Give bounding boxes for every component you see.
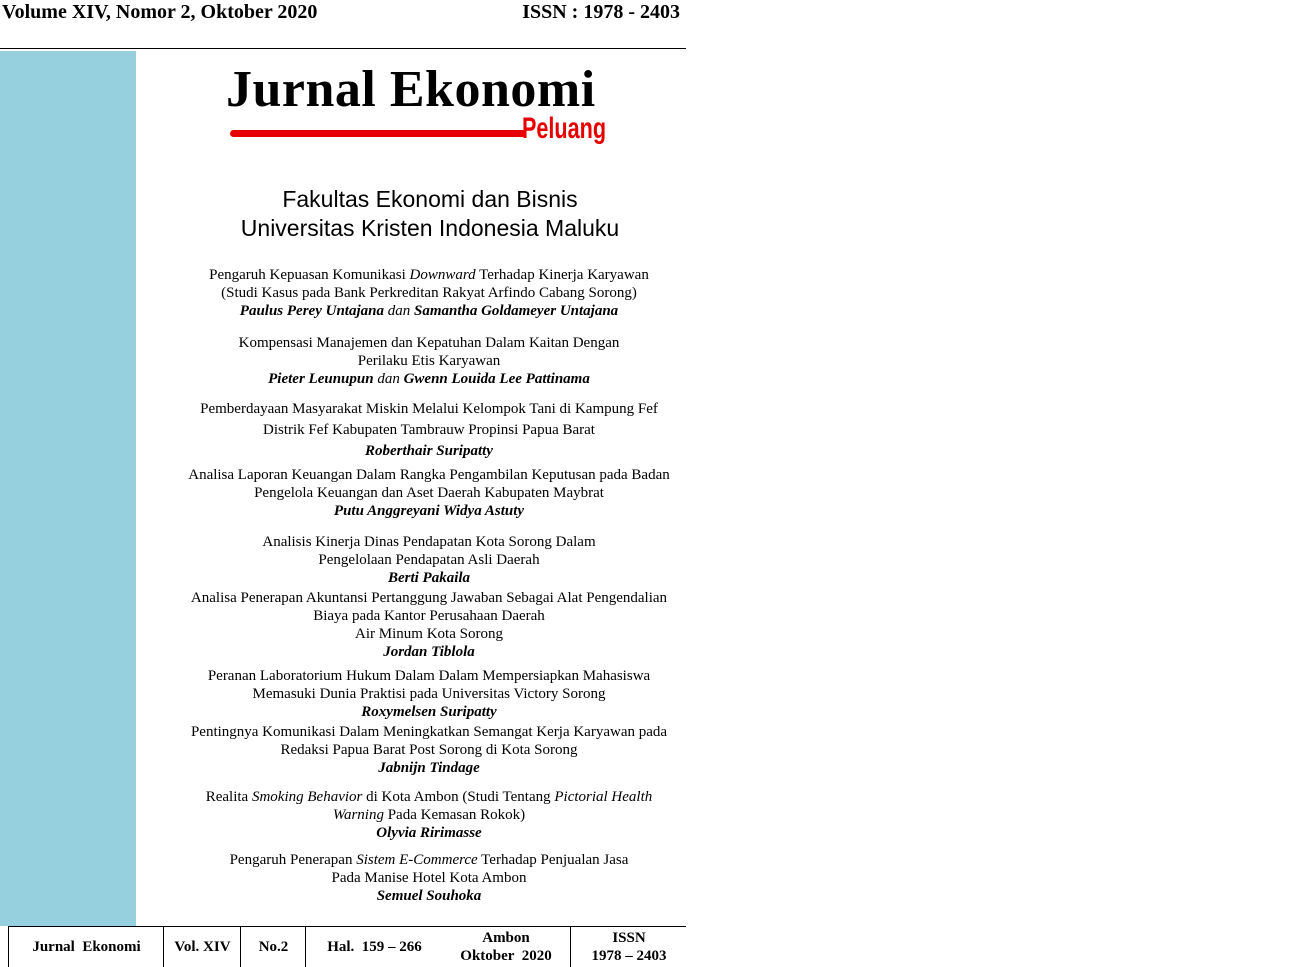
journal-subtitle: Peluang (522, 112, 607, 145)
article-title-line: Realita Smoking Behavior di Kota Ambon (Studi Tentang Pictorial Health (205, 789, 653, 805)
article-entry (140, 334, 718, 388)
article-title-line: Pada Manise Hotel Kota Ambon (331, 870, 527, 886)
article-title-line: Pentingnya Komunikasi Dalam Meningkatkan Semangat Kerja Karyawan pada (190, 724, 668, 740)
footer-issn: ISSN 1978 – 2403 (570, 927, 687, 967)
article-entry (140, 533, 718, 587)
faculty-name: Fakultas Ekonomi dan Bisnis (282, 186, 578, 212)
article-title-line: Perilaku Etis Karyawan (357, 353, 501, 369)
article-entry (140, 788, 718, 842)
footer-journal: Jurnal Ekonomi (8, 927, 164, 967)
footer-number: No.2 (240, 927, 306, 967)
article-title-line: Pengelolaan Pendapatan Asli Daerah (318, 552, 540, 568)
footer-volume: Vol. XIV (163, 927, 241, 967)
article-authors: Paulus Perey Untajana dan Samantha Goldameyer Untajana (239, 303, 619, 319)
article-entry (140, 851, 718, 905)
article-title-line: Distrik Fef Kabupaten Tambrauw Propinsi Papua Barat (263, 422, 595, 438)
article-author: Olyvia Ririmasse (376, 825, 482, 841)
article-title-line: Pengaruh Kepuasan Komunikasi Downward Terhadap Kinerja Karyawan (209, 267, 649, 283)
article-title-line: Redaksi Papua Barat Post Sorong di Kota Sorong (280, 742, 578, 758)
university-name: Universitas Kristen Indonesia Maluku (240, 215, 620, 241)
article-title-line: Biaya pada Kantor Perusahaan Daerah (313, 608, 545, 624)
header-rule (0, 48, 686, 49)
article-title-line: Analisa Penerapan Akuntansi Pertanggung Jawaban Sebagai Alat Pengendalian (190, 590, 668, 606)
cover-sidebar (0, 51, 136, 926)
article-title-line: Pengaruh Penerapan Sistem E-Commerce Terhadap Penjualan Jasa (229, 852, 629, 868)
article-entry (140, 723, 718, 777)
article-title-line: Kompensasi Manajemen dan Kepatuhan Dalam Kaitan Dengan (238, 335, 620, 351)
masthead-red-line (230, 130, 526, 137)
article-author: Jabnijn Tindage (378, 760, 480, 776)
article-author: Roberthair Suripatty (365, 443, 493, 459)
footer-place-date: Ambon Oktober 2020 (460, 930, 552, 964)
article-title-line: (Studi Kasus pada Bank Perkreditan Rakyat Arfindo Cabang Sorong) (221, 285, 637, 301)
article-entry (140, 399, 718, 462)
cover-footer-table (8, 926, 686, 967)
volume-line: Volume XIV, Nomor 2, Oktober 2020 (2, 1, 318, 23)
article-entry (140, 589, 718, 661)
article-title-line: Air Minum Kota Sorong (355, 626, 503, 642)
article-author: Jordan Tiblola (383, 644, 475, 660)
article-entry (140, 466, 718, 520)
article-title-line: Analisis Kinerja Dinas Pendapatan Kota Sorong Dalam (262, 534, 596, 550)
article-entry (140, 266, 718, 320)
article-title-line: Pengelola Keuangan dan Aset Daerah Kabupaten Maybrat (254, 485, 604, 501)
article-author: Roxymelsen Suripatty (361, 704, 497, 720)
article-title-line: Peranan Laboratorium Hukum Dalam Dalam Mempersiapkan Mahasiswa (207, 668, 651, 684)
article-author: Semuel Souhoka (376, 888, 482, 904)
cover-header (0, 0, 686, 26)
journal-masthead (224, 58, 624, 158)
article-author: Putu Anggreyani Widya Astuty (333, 503, 525, 519)
article-author: Berti Pakaila (387, 570, 471, 586)
article-entry (140, 667, 718, 721)
footer-pages: Hal. 159 – 266 (305, 927, 443, 967)
journal-title: Jurnal Ekonomi (226, 61, 596, 118)
article-authors: Pieter Leunupun dan Gwenn Louida Lee Pattinama (268, 371, 590, 387)
article-title-line: Pemberdayaan Masyarakat Miskin Melalui Kelompok Tani di Kampung Fef (200, 401, 658, 417)
article-title-line: Analisa Laporan Keuangan Dalam Rangka Pengambilan Keputusan pada Badan (188, 467, 670, 483)
article-title-line: Warning Pada Kemasan Rokok) (332, 807, 526, 823)
article-title-line: Memasuki Dunia Praktisi pada Universitas Victory Sorong (252, 686, 606, 702)
issn-line: ISSN : 1978 - 2403 (522, 1, 680, 23)
